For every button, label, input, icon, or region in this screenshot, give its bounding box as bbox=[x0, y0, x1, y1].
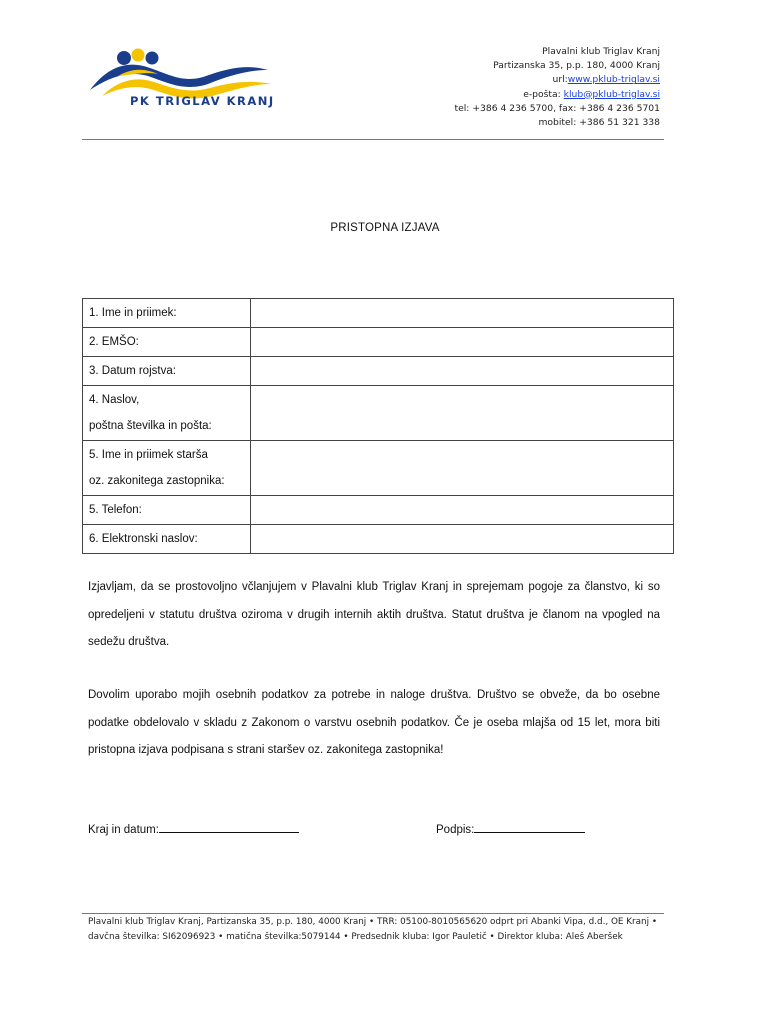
field-label-birthdate: 3. Datum rojstva: bbox=[83, 357, 251, 386]
footer-line-1: Plavalni klub Triglav Kranj, Partizanska 35, p.p. 180, 4000 Kranj • TRR: 05100-8010565620 odprt pri Abanki Vipa, d.d., OE Kranj • bbox=[88, 917, 658, 927]
club-tel-fax: tel: +386 4 236 5700, fax: +386 4 236 5701 bbox=[454, 102, 660, 114]
field-input-phone[interactable] bbox=[251, 496, 674, 525]
field-input-name[interactable] bbox=[251, 299, 674, 328]
place-date-field[interactable] bbox=[88, 821, 299, 836]
field-label-emso: 2. EMŠO: bbox=[83, 328, 251, 357]
field-label-phone: 5. Telefon: bbox=[83, 496, 251, 525]
club-url-line bbox=[455, 73, 661, 87]
field-input-guardian[interactable] bbox=[251, 441, 674, 496]
footer-line-2: davčna številka: SI62096923 • matična številka:5079144 • Predsednik kluba: Igor Pauletič • Direktor kluba: Aleš Aberšek bbox=[88, 931, 623, 942]
signature-blank[interactable] bbox=[474, 821, 585, 833]
signature-field[interactable] bbox=[436, 821, 585, 836]
table-row bbox=[83, 299, 674, 328]
table-row bbox=[83, 441, 674, 496]
field-input-address[interactable] bbox=[251, 386, 674, 441]
header-divider bbox=[82, 139, 664, 140]
place-date-label: Kraj in datum: bbox=[88, 824, 159, 836]
field-label-guardian-line1: 5. Ime in priimek starša bbox=[89, 449, 208, 461]
url-label: url: bbox=[552, 74, 568, 86]
table-row bbox=[83, 357, 674, 386]
field-label-email: 6. Elektronski naslov: bbox=[83, 525, 251, 554]
document-title: PRISTOPNA IZJAVA bbox=[330, 222, 440, 234]
club-address: Partizanska 35, p.p. 180, 4000 Kranj bbox=[493, 60, 660, 72]
declaration-paragraph: Izjavljam, da se prostovoljno včlanjujem v Plavalni klub Triglav Kranj in sprejemam pogoje za članstvo, ki so opredeljeni v statutu društva oziroma v drugih internih aktih društva. Statut društva je članom na vpogled na sedežu društva. bbox=[88, 581, 660, 648]
field-label-guardian-line2: oz. zakonitega zastopnika: bbox=[89, 475, 225, 487]
table-row bbox=[83, 328, 674, 357]
club-email-line bbox=[455, 88, 661, 102]
field-label-name: 1. Ime in priimek: bbox=[83, 299, 251, 328]
logo-text: PK TRIGLAV KRANJ bbox=[130, 94, 275, 108]
url-link[interactable]: www.pklub-triglav.si bbox=[567, 74, 660, 86]
consent-paragraph: Dovolim uporabo mojih osebnih podatkov za potrebe in naloge društva. Društvo se obveže, da bo osebne podatke obdelovalo v skladu z Zakonom o varstvu osebnih podatkov. Če je oseba mlajša od 15 let, mora biti pristopna izjava podpisana s strani staršev oz. zakonitega zastopnika! bbox=[88, 689, 660, 756]
email-label: e-pošta: bbox=[523, 88, 561, 100]
contact-block bbox=[455, 45, 661, 130]
club-name: Plavalni klub Triglav Kranj bbox=[542, 46, 660, 57]
field-label-address-line2: poštna številka in pošta: bbox=[89, 420, 212, 432]
field-input-birthdate[interactable] bbox=[251, 357, 674, 386]
place-date-blank[interactable] bbox=[159, 821, 299, 833]
field-input-emso[interactable] bbox=[251, 328, 674, 357]
field-label-address bbox=[83, 386, 251, 441]
field-label-guardian bbox=[83, 441, 251, 496]
field-input-email[interactable] bbox=[251, 525, 674, 554]
table-row bbox=[83, 496, 674, 525]
email-link[interactable]: klub@pklub-triglav.si bbox=[563, 88, 660, 100]
club-mobile: mobitel: +386 51 321 338 bbox=[538, 117, 660, 129]
table-row bbox=[83, 525, 674, 554]
footer-divider bbox=[82, 913, 664, 914]
table-row bbox=[83, 386, 674, 441]
footer bbox=[88, 915, 668, 944]
membership-form-table bbox=[82, 298, 674, 554]
signature-label: Podpis: bbox=[436, 824, 475, 836]
field-label-address-line1: 4. Naslov, bbox=[89, 394, 140, 406]
